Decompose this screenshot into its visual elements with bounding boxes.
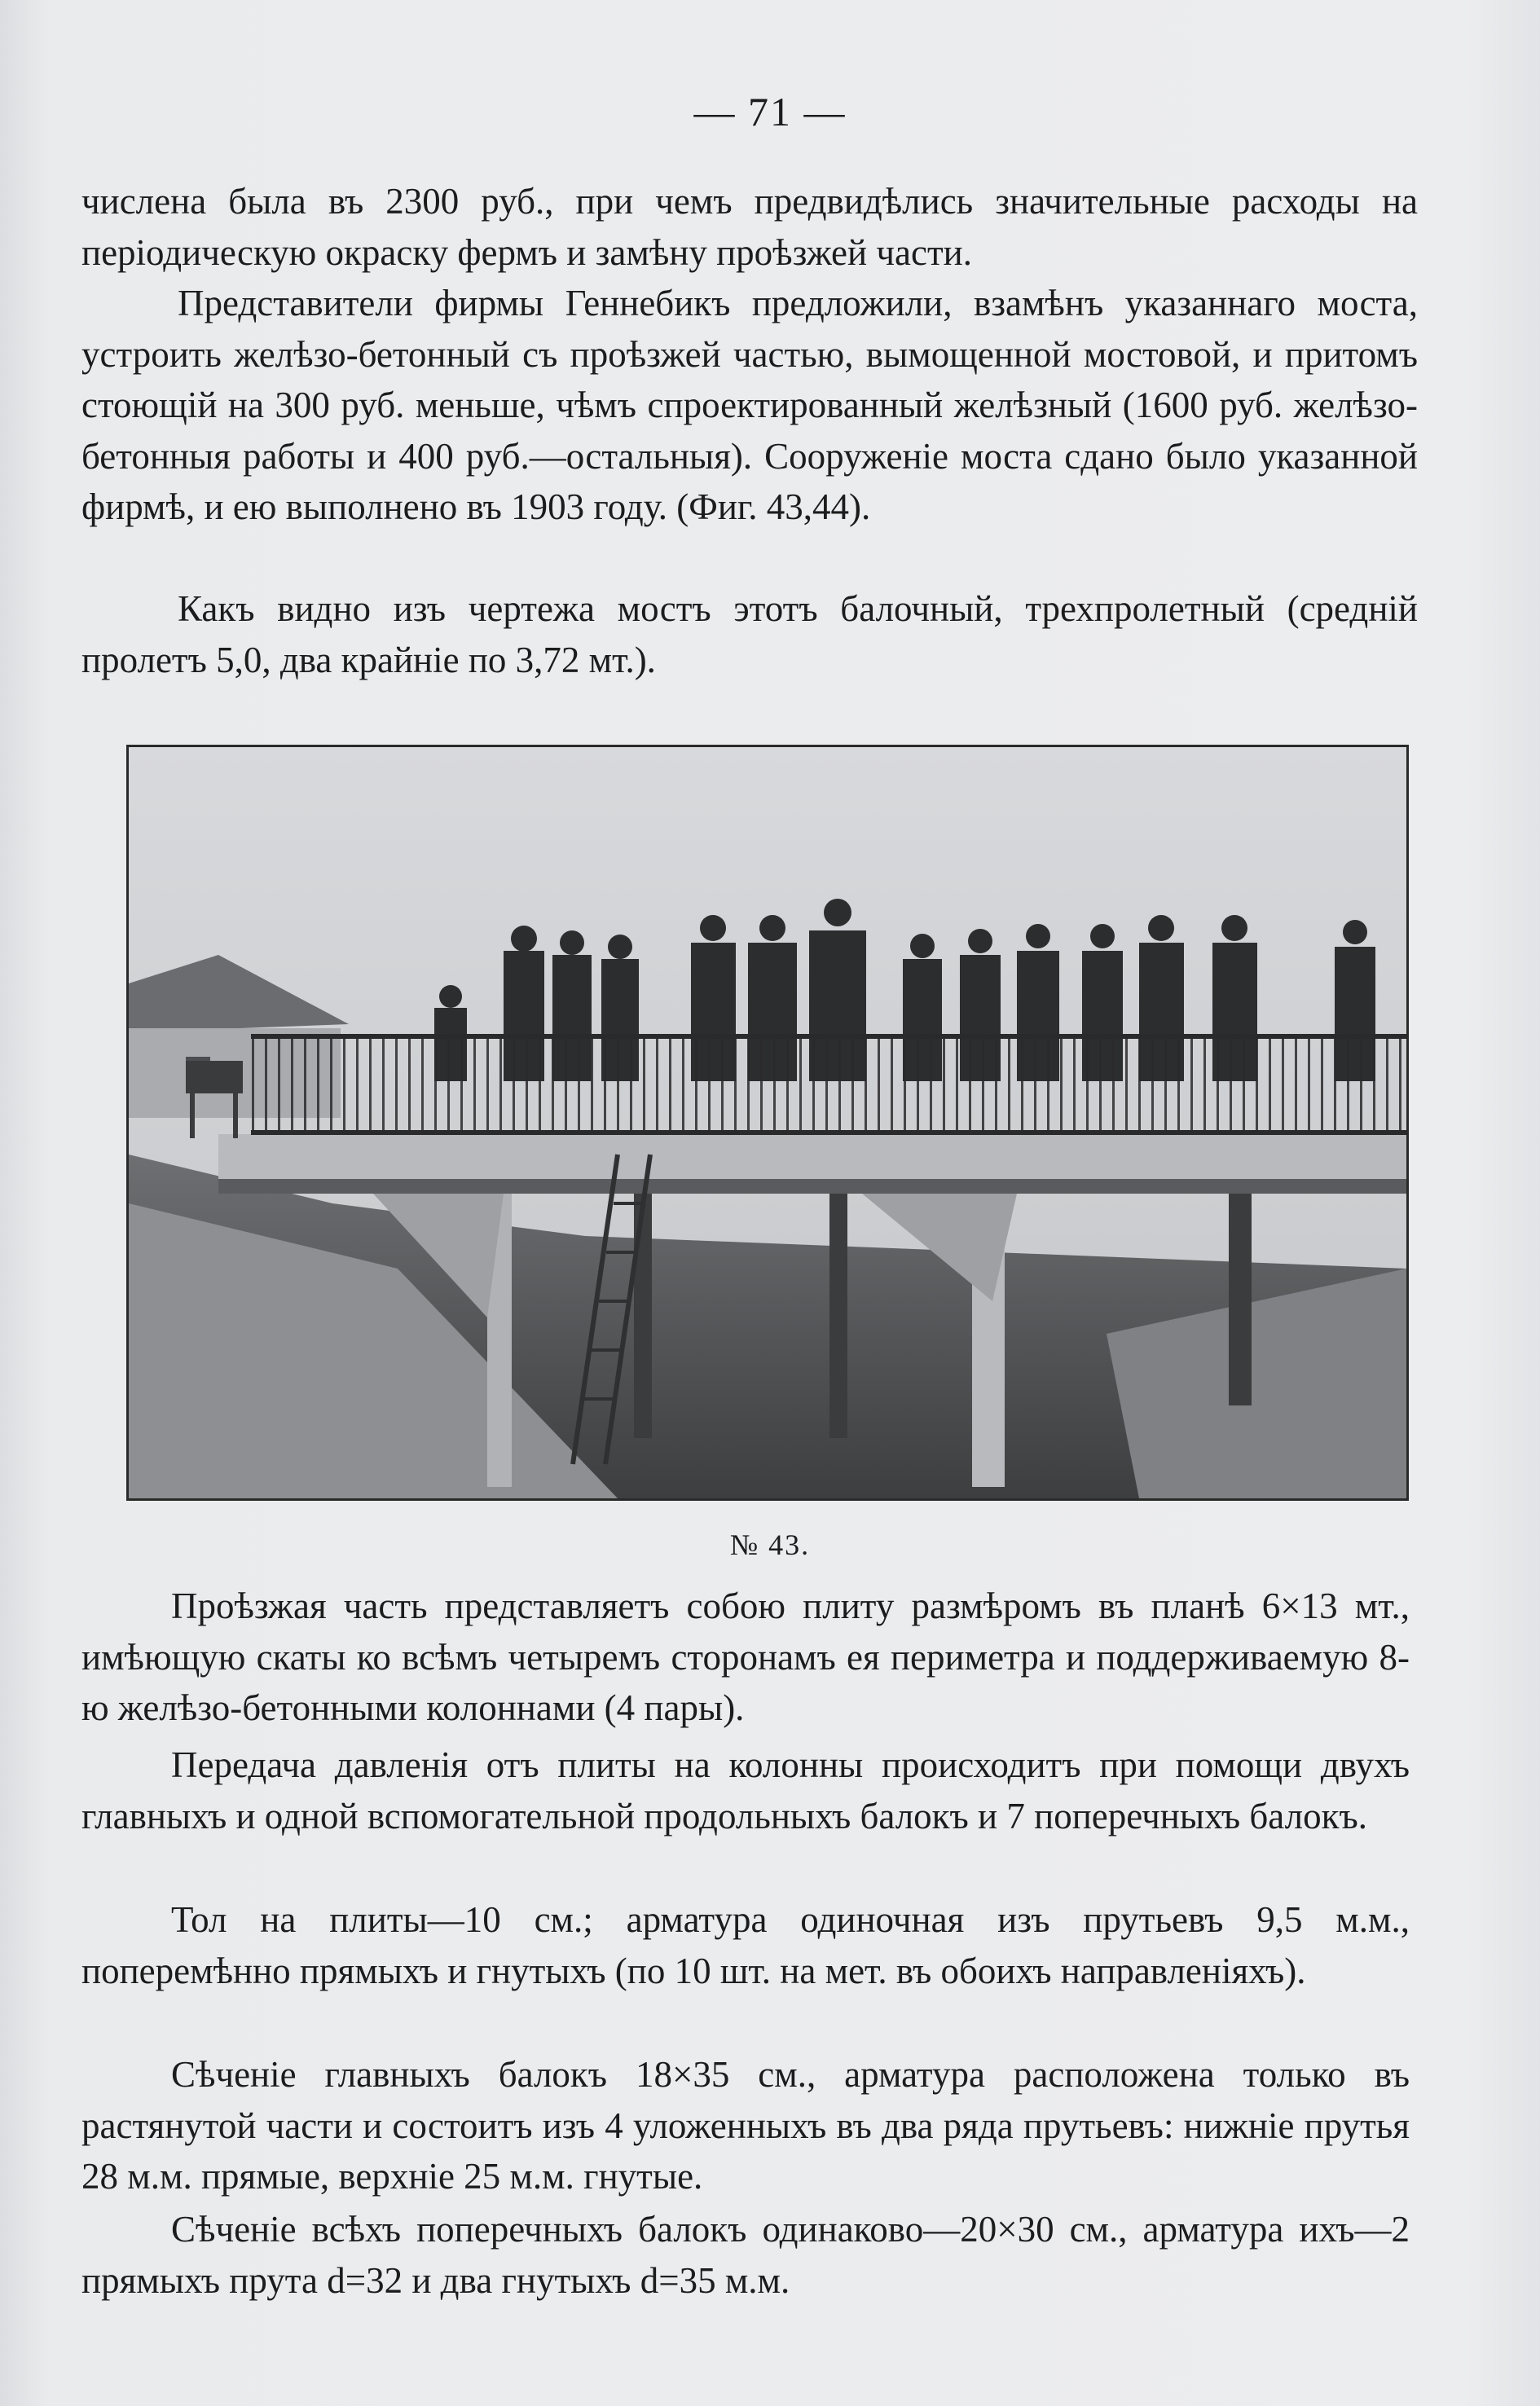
paragraph-top-1: числена была въ 2300 руб., при чемъ предвидѣлись значительные расходы на періодическую окраску фермъ и замѣну проѣзжей части. — [81, 181, 1418, 273]
paragraph-bottom-2: Передача давленія отъ плиты на колонны происходитъ при помощи двухъ главныхъ и одной вспомогательной продольныхъ балокъ и 7 поперечныхъ балокъ. — [81, 1744, 1410, 1836]
paragraph-bottom-4: Сѣченіе главныхъ балокъ 18×35 см., арматура расположена только въ растянутой части и состоитъ изъ 4 уложенныхъ въ два ряда прутьевъ: нижніе прутья 28 м.м. прямые, верхніе 25 м.м. гнутые. — [81, 2054, 1410, 2197]
figure-caption: № 43. — [729, 1528, 811, 1561]
paragraph-bottom-1: Проѣзжая часть представляетъ собою плиту размѣромъ въ планѣ 6×13 мт., имѣющую скаты ко всѣмъ четыремъ сторонамъ ея периметра и поддерживаемую 8-ю желѣзо-бетонными колоннами (4 пары). — [81, 1586, 1410, 1728]
bridge-photograph — [126, 745, 1409, 1501]
page-number: — 71 — — [693, 89, 847, 134]
paragraph-bottom-3: Тол на плиты—10 см.; арматура одиночная изъ прутьевъ 9,5 м.м., поперемѣнно прямыхъ и гнутыхъ (по 10 шт. на мет. въ обоихъ направленіяхъ). — [81, 1899, 1410, 1991]
paragraph-top-2: Представители фирмы Геннебикъ предложили, взамѣнъ указаннаго моста, устроить желѣзо-бетонный съ проѣзжей частью, вымощенной мостовой, и притомъ стоющій на 300 руб. меньше, чѣмъ спроектированный желѣзный (1600 руб. желѣзо-бетонныя работы и 400 руб.—остальныя). Сооруженіе моста сдано было указанной фирмѣ, и ею выполнено въ 1903 году. (Фиг. 43,44). — [81, 283, 1418, 527]
paragraph-top-3: Какъ видно изъ чертежа мостъ этотъ балочный, трехпролетный (средній пролетъ 5,0, два крайніе по 3,72 мт.). — [81, 588, 1418, 680]
paragraph-bottom-5: Сѣченіе всѣхъ поперечныхъ балокъ одинаково—20×30 см., арматура ихъ—2 прямыхъ прута d=32 и два гнутыхъ d=35 м.м. — [81, 2209, 1410, 2301]
